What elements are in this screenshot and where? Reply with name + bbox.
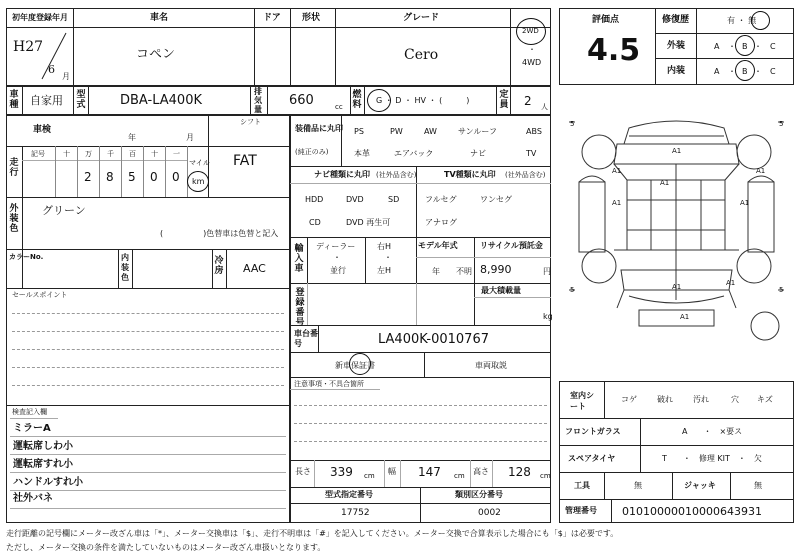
height-label: 高さ: [473, 467, 489, 476]
category-label: 車種: [9, 90, 19, 110]
side-label: 5: [779, 286, 784, 294]
tv-label: TV種類に丸印: [444, 170, 496, 179]
mileage-label: 走行: [9, 158, 19, 178]
unit-km: km: [192, 177, 205, 186]
shift-label: シフト: [240, 118, 261, 126]
damage-mark: A1: [726, 279, 736, 287]
windshield-options: A ・ ×要ス: [682, 427, 743, 436]
height-value: 128: [508, 465, 531, 479]
type-designation-label: 型式指定番号: [325, 490, 373, 499]
jack-label: ジャッキ: [684, 481, 716, 490]
length-value: 339: [330, 465, 353, 479]
ac-label: 冷房: [214, 256, 224, 276]
seat-hole: 穴: [731, 395, 739, 404]
chassis-label: 車台番号: [294, 329, 318, 348]
inspection-year-unit: 年: [128, 133, 136, 142]
place-10m: 十: [63, 150, 70, 158]
recycle-label: リサイクル預託金: [480, 241, 543, 250]
equipment-sub-label: (純正のみ): [295, 148, 329, 156]
equip-airbag: エアバック: [394, 149, 434, 158]
navi-hdd: HDD: [305, 195, 324, 204]
equipment-label: 装備品に丸印: [295, 124, 343, 133]
management-label: 管理番号: [565, 506, 597, 515]
length-unit: cm: [364, 472, 375, 480]
import-dot: ・: [333, 253, 341, 262]
seat-burn: コゲ: [621, 395, 637, 404]
type-value: DBA-LA400K: [120, 93, 202, 108]
first-reg-month: 6: [48, 63, 55, 76]
equip-abs: ABS: [526, 127, 542, 136]
exterior-a: A: [714, 42, 720, 51]
capacity-label: 定員: [499, 90, 509, 110]
repair-options: 有 ・ 無: [727, 16, 757, 25]
navi-label: ナビ種類に丸印: [314, 170, 370, 179]
exterior-color-note: ( )色替車は色替と記入: [160, 229, 279, 238]
inspector-label: 検査記入欄: [12, 408, 47, 416]
mileage-digit: 0: [172, 170, 180, 184]
record-label: 記号: [31, 150, 45, 158]
equip-aw: AW: [424, 127, 437, 136]
warranty-label: 新車保証書: [335, 361, 375, 370]
model-name-label: 車名: [150, 13, 169, 23]
inspector-note: ミラーA: [13, 423, 51, 434]
damage-mark: A1: [672, 283, 682, 291]
exterior-color-label: 外装色: [9, 204, 19, 234]
place-1k: 千: [107, 150, 114, 158]
fuel-label: 燃料: [352, 90, 362, 110]
navi-dvd-play: DVD 再生可: [346, 218, 391, 227]
type-designation-value: 17752: [341, 508, 370, 518]
equip-ps: PS: [354, 127, 364, 136]
inspector-note: 運転席しわ小: [13, 441, 73, 452]
navi-dvd: DVD: [346, 195, 364, 204]
drive-dot: ・: [528, 45, 536, 54]
import-dealer: ディーラー: [316, 242, 356, 251]
max-load-unit: kg: [543, 312, 553, 321]
side-label: 5: [570, 120, 575, 128]
equip-leather: 本革: [354, 149, 370, 158]
spare-tire-options: T ・ 修理 KIT ・ 欠: [662, 454, 762, 463]
category-number-label: 類別区分番号: [455, 490, 503, 499]
inspection-month-unit: 月: [186, 133, 194, 142]
import-right-h: 右H: [377, 242, 392, 251]
displacement-label: 排気量: [254, 87, 262, 114]
height-unit: cm: [540, 472, 551, 480]
seat-scratch: キズ: [757, 395, 773, 404]
damage-mark: A1: [612, 199, 622, 207]
footer-line-2: ただし、メーター交換の条件を満たしていないものはメーター改ざん車扱いとなります。: [6, 543, 326, 552]
equip-navi: ナビ: [470, 149, 486, 158]
place-10: 十: [151, 150, 158, 158]
model-year-unit: 年: [432, 267, 440, 276]
mileage-digit: 0: [150, 170, 158, 184]
score-value: 4.5: [587, 33, 641, 68]
recycle-value: 8,990: [480, 263, 512, 276]
management-value: 01010000010000643931: [622, 505, 762, 518]
side-label: 5: [779, 120, 784, 128]
tv-sub: (社外品含む): [505, 171, 546, 179]
exterior-sep: ・: [728, 42, 736, 51]
width-value: 147: [418, 465, 441, 479]
exterior-color-value: グリーン: [42, 204, 86, 217]
chassis-value: LA400K-0010767: [378, 332, 489, 347]
score-label: 評価点: [592, 15, 620, 25]
inspector-note: 社外バネ: [13, 493, 53, 504]
model-year-label: モデル年式: [418, 241, 458, 250]
recycle-unit: 円: [543, 267, 551, 276]
fuel-options: G ・ D ・ HV ・ ( ): [376, 96, 470, 105]
shift-value: FAT: [233, 153, 257, 169]
interior-color-label: 内装色: [121, 253, 129, 282]
place-10k: 万: [85, 150, 92, 158]
footer-line-1: 走行距離の記号欄にメーター改ざん車は「*」、メーター交換車は「$」、走行不明車は「#」を記入してください。メーター交換で合算表示した場合にも「$」は必要です。: [6, 529, 619, 538]
equip-sunroof: サンルーフ: [458, 127, 497, 136]
drive-4wd: 4WD: [522, 58, 542, 67]
interior-label: 内装: [667, 66, 686, 76]
color-no-label: カラーNo.: [9, 253, 44, 261]
first-reg-year: H27: [13, 39, 44, 55]
shape-label: 形状: [302, 13, 321, 23]
seat-tear: 破れ: [657, 395, 673, 404]
import-dot-2: ・: [384, 253, 392, 262]
exterior-b: B: [742, 42, 748, 51]
exterior-sep-2: ・: [754, 42, 762, 51]
seat-dirt: 汚れ: [693, 395, 709, 404]
damage-mark: A1: [756, 167, 766, 175]
ac-value: AAC: [243, 262, 266, 275]
import-parallel: 並行: [330, 266, 346, 275]
place-1: 一: [173, 150, 180, 158]
damage-mark: A1: [672, 147, 682, 155]
tools-label: 工具: [574, 481, 590, 490]
equip-tv: TV: [526, 149, 537, 158]
car-diagram: [559, 100, 794, 370]
category-value: 自家用: [30, 94, 63, 107]
repair-label: 修復歴: [662, 15, 690, 25]
type-label: 型式: [76, 90, 86, 110]
width-label: 幅: [388, 467, 396, 476]
damage-mark: A1: [680, 313, 690, 321]
interior-a: A: [714, 67, 720, 76]
model-year-unknown: 不明: [456, 267, 472, 276]
month-unit: 月: [62, 72, 70, 81]
model-name: コペン: [136, 47, 176, 62]
warranty-circle: [349, 353, 371, 375]
equip-pw: PW: [390, 127, 403, 136]
inspector-note: 運転席すれ小: [13, 459, 73, 470]
manual-label: 車両取説: [475, 361, 507, 370]
import-left-h: 左H: [377, 266, 392, 275]
sales-point-label: セールスポイント: [12, 291, 68, 299]
side-label: 5: [570, 286, 575, 294]
tools-value: 無: [634, 481, 642, 490]
registration-label: 登録番号: [295, 288, 305, 328]
jack-value: 無: [754, 481, 762, 490]
notes-label: 注意事項・不具合箇所: [294, 380, 364, 388]
import-label: 輸入車: [294, 244, 304, 274]
damage-mark: A1: [740, 199, 750, 207]
spare-tire-label: スペアタイヤ: [568, 454, 616, 463]
km-circle: [187, 171, 209, 192]
repair-circle: [751, 11, 770, 30]
length-label: 長さ: [295, 467, 311, 476]
interior-sep: ・: [728, 67, 736, 76]
navi-sub: (社外品含む): [376, 171, 417, 179]
mileage-digit: 5: [128, 170, 136, 184]
place-100: 百: [129, 150, 136, 158]
first-reg-label: 初年度登録年月: [12, 13, 68, 22]
max-load-label: 最大積載量: [481, 286, 521, 295]
interior-b: B: [742, 67, 748, 76]
displacement-value: 660: [289, 93, 314, 108]
door-label: ドア: [263, 13, 281, 23]
inspector-note: ハンドルすれ小: [13, 477, 83, 488]
interior-circle: [735, 60, 755, 81]
capacity-unit: 人: [541, 103, 548, 111]
navi-cd: CD: [309, 218, 321, 227]
drive-2wd: 2WD: [522, 27, 539, 35]
tv-oneseg: ワンセグ: [480, 195, 512, 204]
exterior-circle: [735, 35, 755, 56]
tv-fullseg: フルセグ: [425, 195, 457, 204]
capacity-value: 2: [524, 94, 532, 108]
exterior-label: 外装: [667, 41, 686, 51]
fuel-circle: [367, 89, 391, 112]
width-unit: cm: [454, 472, 465, 480]
windshield-label: フロントガラス: [565, 427, 621, 436]
interior-c: C: [770, 67, 776, 76]
inspection-label: 車検: [33, 125, 52, 135]
unit-mile: マイル: [189, 159, 210, 167]
mileage-digit: 8: [106, 170, 114, 184]
interior-seat-label: 室内シート: [570, 391, 594, 411]
grade-value: Cero: [404, 47, 439, 63]
navi-sd: SD: [388, 195, 400, 204]
interior-sep-2: ・: [754, 67, 762, 76]
category-number-value: 0002: [478, 508, 501, 518]
exterior-c: C: [770, 42, 776, 51]
displacement-unit: cc: [335, 103, 343, 111]
grade-label: グレード: [403, 13, 440, 23]
tv-analog: アナログ: [425, 218, 457, 227]
damage-mark: A1: [612, 167, 622, 175]
mileage-digit: 2: [84, 170, 92, 184]
damage-mark: A1: [660, 179, 670, 187]
